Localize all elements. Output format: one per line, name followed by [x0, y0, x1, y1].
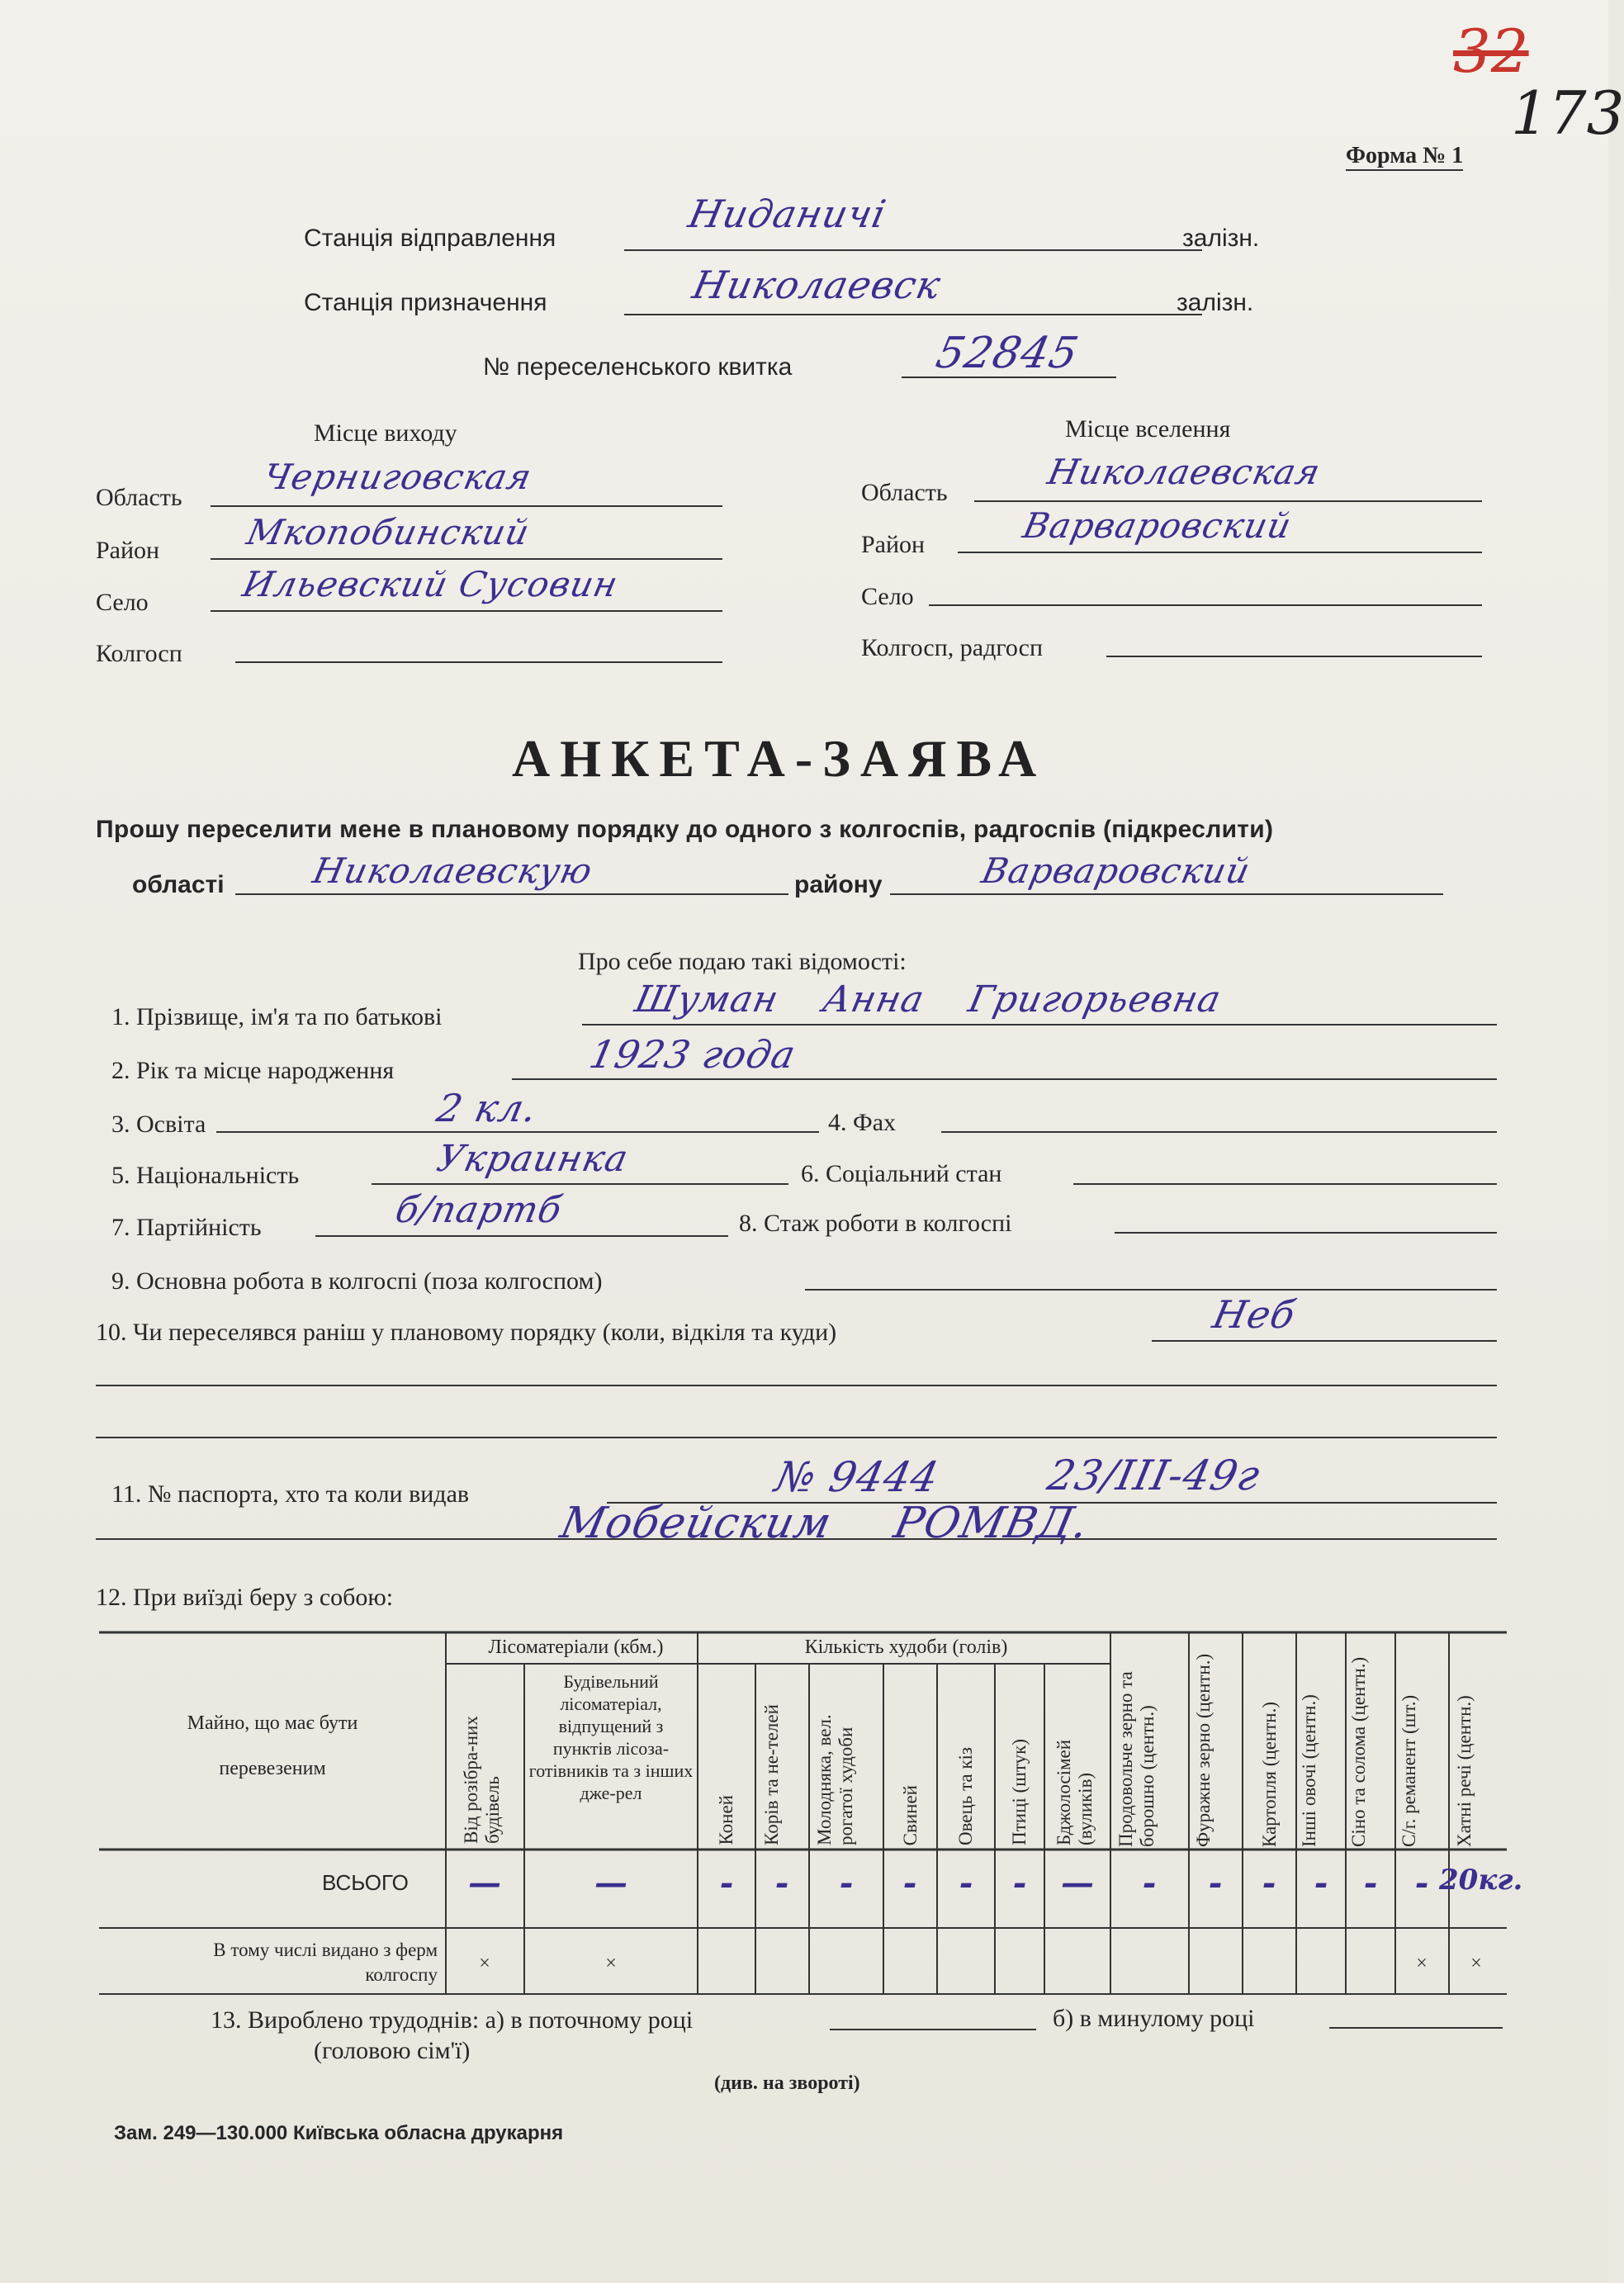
field-12-label: 12. При виїзді беру з собою:: [96, 1584, 394, 1611]
field-9-label: 9. Основна робота в колгоспі (поза колгоспом): [111, 1267, 603, 1295]
station-destination-label: Станція призначення: [304, 289, 547, 316]
archive-old-number: 32: [1453, 17, 1529, 86]
document-title: АНКЕТА-ЗАЯВА: [512, 729, 1047, 788]
destination-district-line: [958, 552, 1482, 553]
destination-title: Місце вселення: [1065, 415, 1231, 443]
table-col-farm-tools: С/г. реманент (шт.): [1399, 1694, 1419, 1847]
field-13-label: 13. Вироблено трудоднів: а) в поточному році: [211, 2006, 694, 2034]
field-4-label: 4. Фах: [828, 1109, 897, 1136]
field-5-value: Украинка: [433, 1138, 632, 1180]
table-row-total-label: ВСЬОГО: [322, 1870, 409, 1895]
destination-village-line: [929, 604, 1482, 606]
field-11-issue-date: 23/III-49г: [1043, 1452, 1265, 1499]
station-departure-line: [624, 249, 1202, 251]
table-farm-value-14: ×: [1416, 1953, 1428, 1974]
request-district-value: Варваровский: [978, 850, 1254, 891]
request-district-label: району: [794, 871, 883, 898]
table-col-sheep-goats: Овець та кіз: [955, 1746, 976, 1845]
destination-district-value: Варваровский: [1019, 505, 1295, 546]
destination-region-value: Николаевская: [1044, 452, 1324, 492]
station-destination-suffix: залізн.: [1177, 289, 1254, 316]
station-destination-value: Николаевск: [689, 263, 945, 307]
table-total-value-9: -: [1142, 1864, 1157, 1902]
field-1-label: 1. Прізвище, ім'я та по батькові: [111, 1003, 443, 1030]
field-10-label: 10. Чи переселявся раніш у плановому порядку (коли, відкіля та куди): [96, 1319, 837, 1346]
origin-kolhosp-line: [235, 661, 722, 663]
table-row-farm-label: В тому числі видано з ферм колгоспу: [213, 1940, 438, 1985]
field-6-label: 6. Соціальний стан: [801, 1160, 1002, 1187]
field-10-line: [1152, 1340, 1497, 1342]
origin-region-value: Черниговская: [259, 457, 536, 497]
table-col-feed-grain: Фуражне зерно (центн.): [1193, 1653, 1214, 1847]
table-col-other-vegetables: Інші овочі (центн.): [1299, 1694, 1319, 1847]
origin-kolhosp-label: Колгосп: [96, 640, 182, 667]
table-col-potatoes: Картопля (центн.): [1259, 1701, 1280, 1847]
field-10-value: Неб: [1209, 1292, 1300, 1337]
origin-title: Місце виходу: [314, 419, 457, 447]
field-10-line-2: [96, 1385, 1497, 1386]
table-total-value-0: —: [468, 1864, 501, 1902]
table-farm-value-15: ×: [1470, 1953, 1482, 1974]
field-7-value: б/партб: [391, 1189, 566, 1231]
field-4-line: [941, 1131, 1497, 1133]
field-5-line: [372, 1183, 788, 1185]
field-5-label: 5. Національність: [111, 1162, 300, 1189]
field-11-issuer: Мобейским РОМВД.: [556, 1499, 1094, 1548]
station-departure-label: Станція відправлення: [304, 225, 556, 252]
table-col-beehives: Бджолосімей (вуликів): [1053, 1739, 1096, 1845]
station-destination-line: [624, 314, 1202, 315]
request-district-line: [890, 893, 1443, 895]
destination-kolhosp-label: Колгосп, радгосп: [861, 634, 1044, 661]
table-header-timber-group: Лісоматеріали (кбм.): [488, 1636, 664, 1658]
about-intro: Про себе подаю такі відомості:: [578, 948, 907, 975]
destination-district-label: Район: [861, 531, 926, 558]
field-1-line: [582, 1024, 1497, 1025]
request-region-label: області: [132, 871, 225, 898]
see-back-note: (див. на звороті): [714, 2072, 860, 2094]
origin-village-value: Ильевский Сусовин: [239, 564, 623, 604]
field-11-passport-number: № 9444: [770, 1453, 944, 1501]
field-7-line: [315, 1235, 728, 1237]
station-departure-value: Ниданичі: [684, 192, 891, 236]
ticket-label: № переселенського квитка: [483, 353, 793, 381]
field-13-current-line: [830, 2029, 1036, 2030]
station-departure-suffix: залізн.: [1182, 225, 1260, 252]
ticket-value: 52845: [931, 329, 1083, 378]
field-11-label: 11. № паспорта, хто та коли видав: [111, 1480, 470, 1508]
field-2-line: [512, 1078, 1497, 1080]
field-1-value: Шуман Анна Григорьевна: [631, 978, 1225, 1021]
origin-village-line: [211, 610, 722, 612]
field-13-previous-line: [1329, 2027, 1503, 2029]
field-8-label: 8. Стаж роботи в колгоспі: [739, 1210, 1012, 1237]
destination-kolhosp-line: [1106, 656, 1482, 657]
field-2-label: 2. Рік та місце народження: [111, 1057, 395, 1084]
table-total-value-3: -: [774, 1864, 789, 1902]
request-region-value: Николаевскую: [309, 850, 597, 891]
origin-district-value: Мкопобинский: [243, 512, 533, 552]
field-3-label: 3. Освіта: [111, 1111, 206, 1138]
table-total-value-4: -: [839, 1864, 854, 1902]
field-2-value: 1923 года: [585, 1032, 800, 1077]
table-total-value-5: -: [902, 1864, 917, 1902]
table-col-poultry: Птиці (штук): [1009, 1739, 1030, 1845]
field-6-line: [1073, 1183, 1497, 1185]
archive-new-number: 173: [1511, 78, 1624, 148]
luggage-table: [99, 1631, 1523, 2019]
field-8-line: [1115, 1232, 1497, 1234]
table-col-horses: Коней: [716, 1795, 736, 1845]
field-10-line-3: [96, 1437, 1497, 1438]
field-7-label: 7. Партійність: [111, 1214, 262, 1241]
table-header-property: Майно, що має бути перевезеним: [187, 1712, 358, 1779]
destination-region-label: Область: [861, 479, 948, 506]
form-number: Форма № 1: [1346, 143, 1463, 171]
table-total-value-2: -: [719, 1864, 734, 1902]
table-total-value-15: 20кг.: [1439, 1864, 1523, 1897]
table-col-hay-straw: Сіно та солома (центн.): [1348, 1656, 1369, 1847]
table-col-pigs: Свиней: [900, 1784, 921, 1845]
field-9-line: [805, 1289, 1497, 1291]
table-total-value-14: -: [1414, 1864, 1429, 1902]
origin-district-line: [211, 558, 722, 560]
field-3-line: [216, 1131, 819, 1133]
table-total-value-12: -: [1314, 1864, 1328, 1902]
origin-region-line: [211, 505, 722, 507]
table-col-young-cattle: Молодняка, вел. рогатої худоби: [814, 1714, 856, 1845]
request-region-line: [235, 893, 788, 895]
table-total-value-6: -: [959, 1864, 973, 1902]
field-13-sub: (головою сім'ї): [314, 2037, 471, 2064]
table-col-cows: Корів та не-телей: [761, 1704, 782, 1845]
table-total-value-1: —: [594, 1864, 627, 1902]
origin-region-label: Область: [96, 484, 182, 511]
field-13-previous-label: б) в минулому році: [1053, 2005, 1255, 2032]
field-3-value: 2 кл.: [433, 1086, 542, 1130]
table-total-value-11: -: [1262, 1864, 1276, 1902]
origin-district-label: Район: [96, 537, 160, 564]
table-total-value-7: -: [1012, 1864, 1027, 1902]
table-farm-value-1: ×: [605, 1953, 617, 1974]
table-total-value-8: —: [1061, 1864, 1094, 1902]
table-col-building-timber: Будівельний лісоматеріал, відпущений з пунктів лісоза-готівників та з інших дже-рел: [528, 1671, 694, 1803]
printer-note: Зам. 249—130.000 Київська обласна друкарня: [114, 2122, 564, 2144]
destination-region-line: [974, 500, 1482, 502]
table-farm-value-0: ×: [479, 1953, 490, 1974]
table-col-household-items: Хатні речі (центн.): [1454, 1695, 1475, 1847]
table-header-livestock-group: Кількість худоби (голів): [804, 1636, 1008, 1658]
destination-village-label: Село: [861, 583, 914, 610]
table-col-dismantled-buildings: Від розібра-них будівель: [461, 1716, 503, 1844]
table-col-food-grain: Продовольче зерно та борошно (центн.): [1115, 1671, 1158, 1847]
table-total-value-10: -: [1208, 1864, 1223, 1902]
request-text: Прошу переселити мене в плановому порядку до одного з колгоспів, радгоспів (підкреслити): [96, 816, 1274, 843]
table-total-value-13: -: [1363, 1864, 1378, 1902]
origin-village-label: Село: [96, 589, 149, 616]
